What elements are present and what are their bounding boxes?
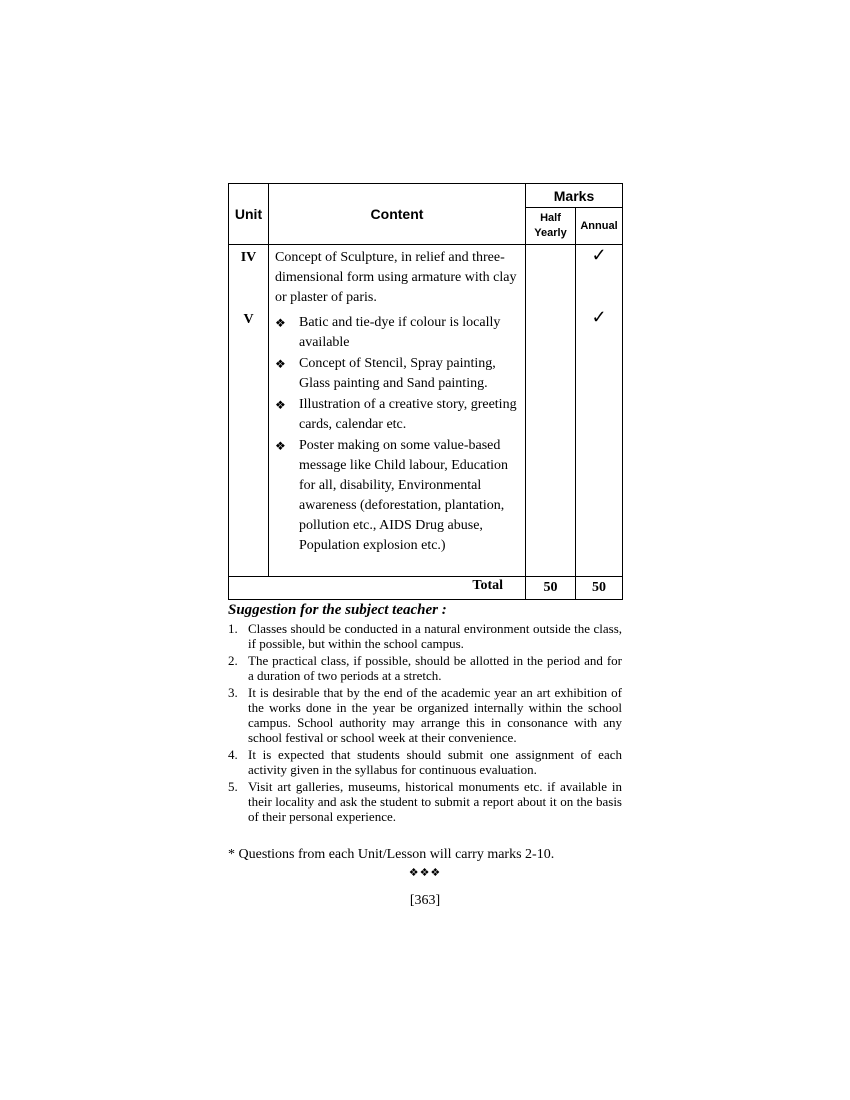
bullet-icon: ❖ <box>275 439 286 453</box>
half-yearly-cell <box>526 245 576 577</box>
header-unit: Unit <box>229 184 269 245</box>
unit-column <box>229 245 269 577</box>
unit-v-label: V <box>243 312 254 327</box>
bullet-icon: ❖ <box>275 357 286 371</box>
check-icon: ✓ <box>591 245 607 265</box>
divider-ornament-icon: ❖❖❖ <box>408 867 442 879</box>
bullet-icon: ❖ <box>275 316 286 330</box>
unit-v-list <box>275 313 521 556</box>
header-marks: Marks <box>526 184 623 208</box>
list-item: 5. Visit art galleries, museums, historical monuments etc. if available in their locality and ask the student to submit a report about it on the basis of their personal experience. <box>228 779 622 824</box>
suggestion-list <box>228 621 622 824</box>
content-cell <box>269 245 526 577</box>
page-number: [363] <box>409 893 441 908</box>
annual-cell <box>576 245 623 577</box>
unit-iv-content: Concept of Sculpture, in relief and three- dimensional form using armature with clay or plaster of paris. <box>275 250 517 305</box>
header-half-yearly-label: Half Yearly <box>534 212 567 239</box>
list-item: ❖ Batic and tie-dye if colour is locally available <box>275 315 501 350</box>
check-icon: ✓ <box>591 307 607 327</box>
total-half-yearly: 50 <box>526 577 576 600</box>
header-half-yearly <box>526 208 576 245</box>
list-item: ❖ Poster making on some value-based message like Child labour, Education for all, disability, Environmental awareness (deforestation, plantation, pollution etc., AIDS Drug abuse, Population explosion etc.) <box>275 438 509 553</box>
list-item: 3. It is desirable that by the end of the academic year an art exhibition of the works done in the year be organized internally within the school campus. School authority may arrange this in consonance with any school festival or school week at their convenience. <box>228 685 622 745</box>
unit-iv-label: IV <box>240 250 257 265</box>
header-content: Content <box>269 184 526 245</box>
list-item: 4. It is expected that students should submit one assignment of each activity given in the syllabus for continuous evaluation. <box>228 747 622 777</box>
document-page <box>228 183 622 909</box>
header-annual: Annual <box>576 208 623 245</box>
list-item: 1. Classes should be conducted in a natural environment outside the class, if possible, but within the school campus. <box>228 621 622 651</box>
total-annual: 50 <box>576 577 623 600</box>
suggestion-heading: Suggestion for the subject teacher : <box>228 602 447 618</box>
list-item: ❖ Concept of Stencil, Spray painting, Glass painting and Sand painting. <box>275 356 496 391</box>
bullet-icon: ❖ <box>275 398 286 412</box>
footnote: * Questions from each Unit/Lesson will carry marks 2-10. <box>228 847 555 862</box>
total-label: Total <box>229 577 526 600</box>
syllabus-table <box>228 183 623 600</box>
list-item: 2. The practical class, if possible, should be allotted in the period and for a duration of two periods at a stretch. <box>228 653 622 683</box>
list-item: ❖ Illustration of a creative story, greeting cards, calendar etc. <box>275 397 517 432</box>
